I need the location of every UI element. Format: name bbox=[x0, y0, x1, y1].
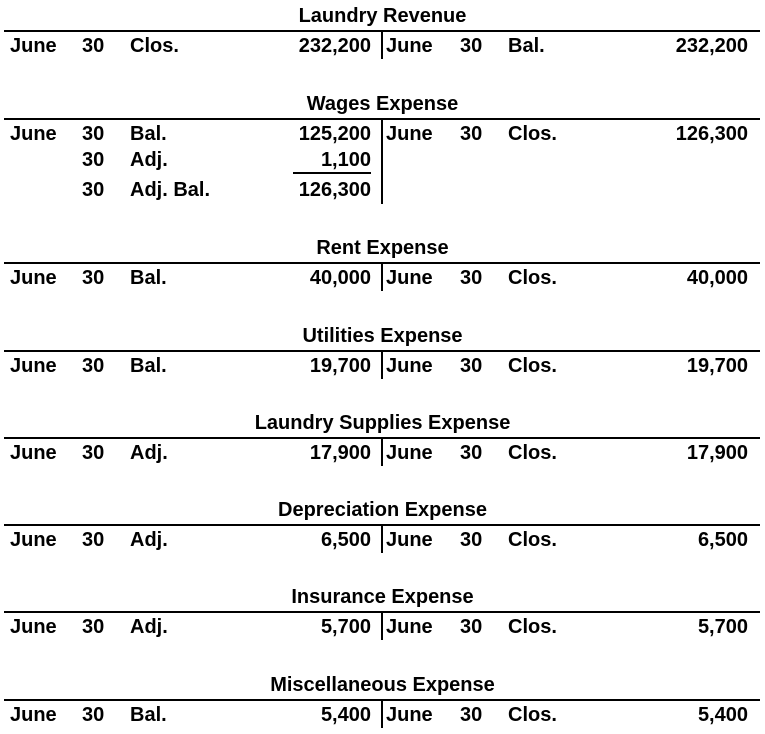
debit-description: Bal. bbox=[130, 267, 167, 289]
debit-amount: 19,700 bbox=[309, 355, 371, 377]
debit-day: 30 bbox=[82, 355, 105, 377]
credit-description: Clos. bbox=[508, 442, 557, 464]
account-title: Insurance Expense bbox=[291, 586, 474, 608]
credit-amount: 232,200 bbox=[675, 35, 748, 57]
debit-month: June bbox=[10, 704, 57, 726]
credit-day: 30 bbox=[460, 355, 483, 377]
debit-day: 30 bbox=[82, 179, 105, 201]
entry-row bbox=[0, 702, 765, 728]
credit-month: June bbox=[386, 267, 433, 289]
debit-month: June bbox=[10, 355, 57, 377]
debit-description: Adj. bbox=[130, 529, 168, 551]
debit-day: 30 bbox=[82, 529, 105, 551]
credit-amount: 6,500 bbox=[697, 529, 748, 551]
debit-month: June bbox=[10, 35, 57, 57]
credit-day: 30 bbox=[460, 529, 483, 551]
debit-month: June bbox=[10, 442, 57, 464]
account-title: Rent Expense bbox=[316, 237, 449, 259]
debit-amount: 17,900 bbox=[309, 442, 371, 464]
debit-month: June bbox=[10, 123, 57, 145]
credit-description: Clos. bbox=[508, 704, 557, 726]
entry-row bbox=[0, 614, 765, 640]
credit-month: June bbox=[386, 616, 433, 638]
debit-month: June bbox=[10, 267, 57, 289]
credit-day: 30 bbox=[460, 704, 483, 726]
debit-day: 30 bbox=[82, 442, 105, 464]
credit-amount: 19,700 bbox=[686, 355, 748, 377]
credit-month: June bbox=[386, 704, 433, 726]
credit-amount: 126,300 bbox=[675, 123, 748, 145]
account-title: Utilities Expense bbox=[302, 325, 463, 347]
entry-row bbox=[0, 177, 765, 203]
debit-day: 30 bbox=[82, 149, 105, 171]
credit-month: June bbox=[386, 529, 433, 551]
debit-day: 30 bbox=[82, 616, 105, 638]
credit-description: Clos. bbox=[508, 616, 557, 638]
entry-row bbox=[0, 440, 765, 466]
credit-day: 30 bbox=[460, 267, 483, 289]
credit-day: 30 bbox=[460, 616, 483, 638]
credit-description: Clos. bbox=[508, 529, 557, 551]
debit-description: Adj. Bal. bbox=[130, 179, 211, 201]
entry-row bbox=[0, 121, 765, 147]
debit-day: 30 bbox=[82, 35, 105, 57]
debit-amount: 232,200 bbox=[298, 35, 371, 57]
entry-row bbox=[0, 33, 765, 59]
credit-description: Clos. bbox=[508, 267, 557, 289]
debit-description: Adj. bbox=[130, 149, 168, 171]
debit-amount: 125,200 bbox=[298, 123, 371, 145]
debit-description: Bal. bbox=[130, 704, 167, 726]
entry-row bbox=[0, 147, 765, 173]
total-underline bbox=[293, 172, 371, 174]
credit-description: Clos. bbox=[508, 123, 557, 145]
debit-month: June bbox=[10, 616, 57, 638]
credit-amount: 40,000 bbox=[686, 267, 748, 289]
debit-amount: 126,300 bbox=[298, 179, 371, 201]
account-title: Miscellaneous Expense bbox=[270, 674, 495, 696]
account-title: Laundry Revenue bbox=[298, 5, 467, 27]
account-title: Depreciation Expense bbox=[278, 499, 487, 521]
debit-day: 30 bbox=[82, 267, 105, 289]
debit-amount: 1,100 bbox=[320, 149, 371, 171]
debit-day: 30 bbox=[82, 123, 105, 145]
credit-description: Bal. bbox=[508, 35, 545, 57]
entry-row bbox=[0, 265, 765, 291]
credit-day: 30 bbox=[460, 442, 483, 464]
debit-amount: 6,500 bbox=[320, 529, 371, 551]
debit-amount: 40,000 bbox=[309, 267, 371, 289]
account-title: Laundry Supplies Expense bbox=[254, 412, 511, 434]
debit-description: Clos. bbox=[130, 35, 179, 57]
credit-month: June bbox=[386, 123, 433, 145]
entry-row bbox=[0, 353, 765, 379]
credit-amount: 5,400 bbox=[697, 704, 748, 726]
debit-description: Adj. bbox=[130, 616, 168, 638]
debit-month: June bbox=[10, 529, 57, 551]
debit-amount: 5,700 bbox=[320, 616, 371, 638]
debit-description: Adj. bbox=[130, 442, 168, 464]
credit-month: June bbox=[386, 35, 433, 57]
credit-description: Clos. bbox=[508, 355, 557, 377]
credit-amount: 17,900 bbox=[686, 442, 748, 464]
credit-amount: 5,700 bbox=[697, 616, 748, 638]
account-title: Wages Expense bbox=[306, 93, 459, 115]
credit-day: 30 bbox=[460, 123, 483, 145]
credit-month: June bbox=[386, 355, 433, 377]
entry-row bbox=[0, 527, 765, 553]
debit-description: Bal. bbox=[130, 355, 167, 377]
debit-day: 30 bbox=[82, 704, 105, 726]
credit-month: June bbox=[386, 442, 433, 464]
debit-description: Bal. bbox=[130, 123, 167, 145]
credit-day: 30 bbox=[460, 35, 483, 57]
debit-amount: 5,400 bbox=[320, 704, 371, 726]
